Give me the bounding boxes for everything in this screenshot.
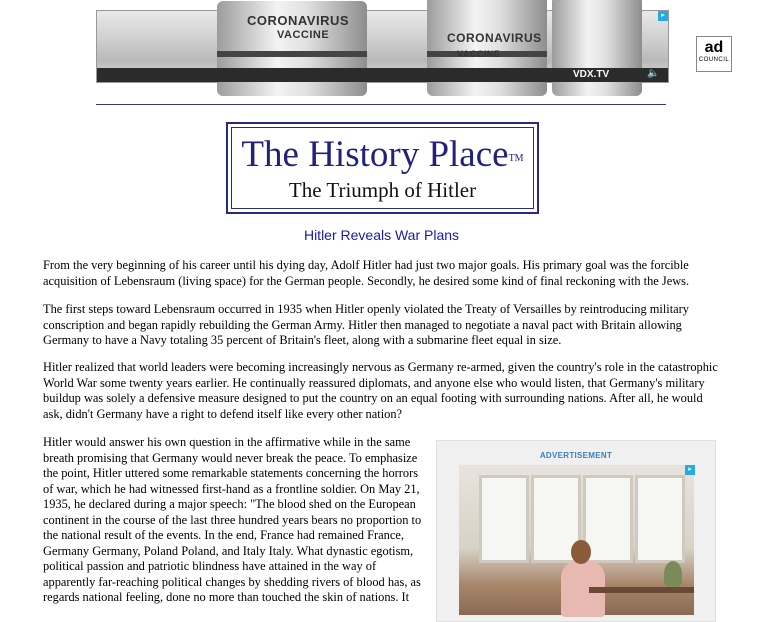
vial-text: CORONAVIRUS [247,13,350,28]
ad-council-logo-text: ad [704,39,724,56]
site-logo-inner [231,127,534,209]
site-title-text: The History Place [241,134,509,175]
adchoices-icon[interactable]: ▸ [685,465,695,475]
site-logo[interactable] [226,122,539,214]
ad-footer-bar [97,68,668,82]
article-paragraph: Hitler would answer his own question in the affirmative while in the same breath promising that Germany would never break the peace. To emphasize the point, Hitler uttered some remarkable statements concerning the horrors of war, which he had witnessed first-hand as a frontline soldier. On May 21, 1935, he declared during a major speech: "The blood shed on the European continent in the course of the last three hundred years bears no proportion to the national result of the events. In the end, France had remained France, Germany Germany, Poland Poland, and Italy Italy. What dynastic egotism, political passion and patriotic blindness have attained in the way of apparently far-reaching political changes by shedding rivers of blood has, as regards national feeling, done no more than touched the skin of nations. It [43,435,422,604]
adchoices-icon[interactable]: ▸ [658,11,668,21]
window-shape [635,475,685,563]
ad-council-logo-subtext: COUNCIL [698,57,730,63]
ad-provider-label: VDX.TV [573,69,610,80]
ad-image[interactable] [459,465,694,615]
article-paragraph: The first steps toward Lebensraum occurred in 1935 when Hitler openly violated the Treaty of Versailles by reintroducing military conscription and began rapidly rebuilding the German Army. Hitler then managed to negotiate a naval pact with Britain allowing Germany to have a Navy totaling 35 percent of Britain's fleet, along with a submarine fleet equal in size. [43,302,689,347]
article-paragraph: Hitler realized that world leaders were becoming increasingly nervous as Germany re-armed, given the country's role in the catastrophic World War some twenty years earlier. He continually reassured diplomats, and anyone else who would listen, that Germany's military buildup was solely a defensive measure designed to put the country on an equal footing with surrounding nations. After all, he would ask, didn't Germany have a right to defend itself like every other nation? [43,360,718,421]
table-shape [589,587,694,593]
plant-shape [664,561,682,587]
header-divider [96,104,666,105]
speaker-icon[interactable]: 🔈 [647,68,660,79]
top-banner-ad[interactable] [96,10,730,83]
window-shape [479,475,529,563]
advertisement-label: ADVERTISEMENT [539,451,613,460]
article-paragraph: From the very beginning of his career until his dying day, Adolf Hitler had just two major goals. His primary goal was the forcible acquisition of Lebensraum (living space) for the German people. Secondly, he desired some kind of final reckoning with the Jews. [43,258,690,288]
site-subtitle: The Triumph of Hitler [288,178,477,202]
vial-text: CORONAVIRUS [447,31,542,45]
trademark-mark: TM [508,153,524,164]
person-head [571,540,591,564]
vial-text: VACCINE [457,49,501,59]
article-title: Hitler Reveals War Plans [303,227,460,243]
side-advertisement[interactable] [436,440,716,622]
vial-text: VACCINE [277,29,330,41]
ad-council-logo [696,36,732,72]
site-title [232,134,533,176]
